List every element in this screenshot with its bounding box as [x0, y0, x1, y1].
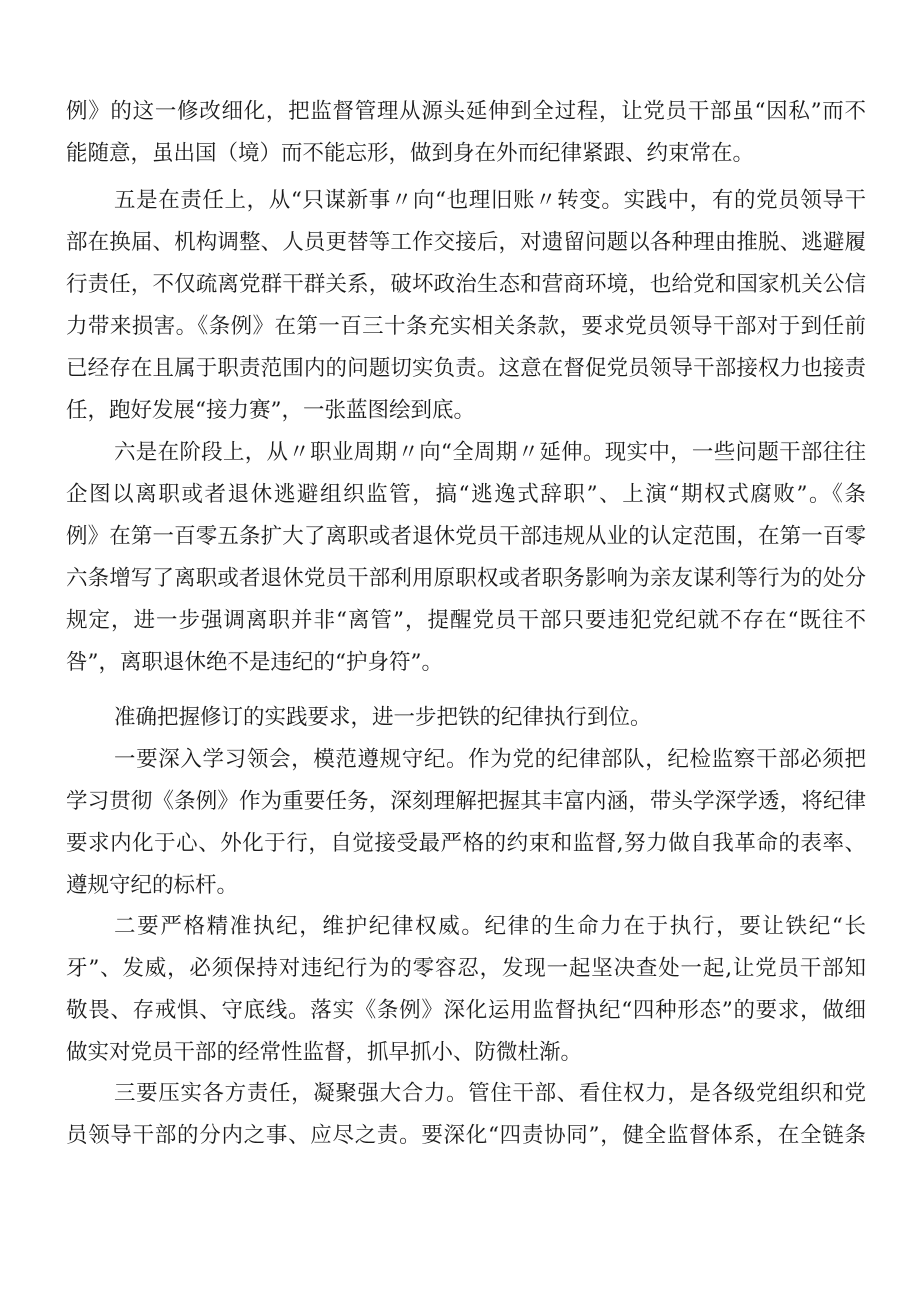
text-line: 例》的这一修改细化，把监督管理从源头延伸到全过程，让党员干部虽“因私”而不 — [66, 99, 866, 124]
text-line: 咎”，离职退休绝不是违纪的“护身符”。 — [66, 650, 443, 675]
text-line: 敬畏、存戒惧、守底线。落实《条例》深化运用监督执纪“四种形态”的要求，做细 — [66, 998, 866, 1023]
text-line: 员领导干部的分内之事、应尽之责。要深化“四责协同”，健全监督体系，在全链条 — [66, 1123, 866, 1148]
text-line: 已经存在且属于职责范围内的问题切实负责。这意在督促党员领导干部接权力也接责 — [66, 356, 866, 381]
text-line: 例》在第一百零五条扩大了离职或者退休党员干部违规从业的认定范围，在第一百零 — [66, 524, 866, 549]
text-line: 三要压实各方责任，凝聚强大合力。管住干部、看住权力，是各级党组织和党 — [114, 1081, 866, 1106]
paragraph-2 — [66, 180, 866, 432]
text-line: 六条增写了离职或者退休党员干部利用原职权或者职务影响为亲友谋利等行为的处分 — [66, 566, 866, 591]
text-line: 准确把握修订的实践要求，进一步把铁的纪律执行到位。 — [114, 705, 652, 730]
text-line: 任，跑好发展“接力赛”，一张蓝图绘到底。 — [66, 398, 475, 423]
text-line: 部在换届、机构调整、人员更替等工作交接后，对遗留问题以各种理由推脱、逃避履 — [66, 230, 866, 255]
text-line: 做实对党员干部的经常性监督，抓早抓小、防微杜渐。 — [66, 1040, 583, 1065]
paragraph-4 — [66, 697, 866, 739]
text-line: 规定，进一步强调离职并非“离管”，提醒党员干部只要违犯党纪就不存在“既往不 — [66, 608, 866, 633]
text-line: 遵规守纪的标杆。 — [66, 873, 239, 898]
text-line: 一要深入学习领会，模范遵规守纪。作为党的纪律部队，纪检监察干部必须把 — [114, 747, 866, 772]
paragraph-5 — [66, 739, 866, 907]
paragraph-6 — [66, 906, 866, 1074]
text-line: 学习贯彻《条例》作为重要任务，深刻理解把握其丰富内涵，带头学深学透，将纪律 — [66, 789, 866, 814]
text-line: 六是在阶段上，从〃职业周期〃向“全周期〃延伸。现实中，一些问题干部往往 — [114, 440, 866, 465]
paragraph-3 — [66, 432, 866, 684]
text-line: 能随意，虽出国（境）而不能忘形，做到身在外而纪律紧跟、约束常在。 — [66, 141, 755, 166]
paragraph-1 — [66, 91, 866, 175]
text-line: 五是在责任上，从“只谋新事〃向“也理旧账〃转变。实践中，有的党员领导干 — [114, 188, 866, 213]
text-line: 行责任，不仅疏离党群干群关系，破坏政治生态和营商环境，也给党和国家机关公信 — [66, 272, 866, 297]
text-line: 二要严格精准执纪，维护纪律权威。纪律的生命力在于执行，要让铁纪“长 — [114, 914, 866, 939]
text-line: 牙”、发威，必须保持对违纪行为的零容忍，发现一起坚决查处一起,让党员干部知 — [66, 956, 866, 981]
text-line: 力带来损害。《条例》在第一百三十条充实相关条款，要求党员领导干部对于到任前 — [66, 314, 866, 339]
paragraph-7 — [66, 1073, 866, 1157]
text-line: 要求内化于心、外化于行，自觉接受最严格的约束和监督,努力做自我革命的表率、 — [66, 831, 866, 856]
text-line: 企图以离职或者退休逃避组织监管，搞“逃逸式辞职”、上演“期权式腐败”。《条 — [66, 482, 866, 507]
